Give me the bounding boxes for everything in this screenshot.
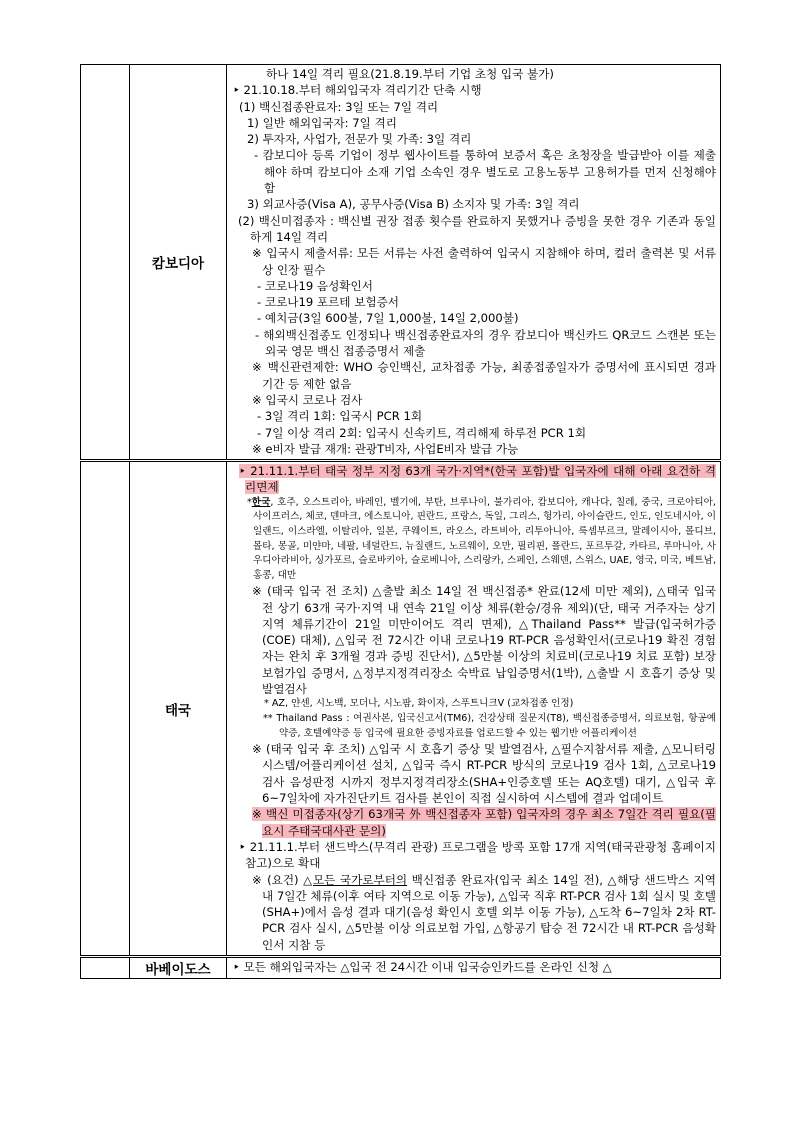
entry-rules-table [80, 64, 721, 979]
underlined-text: 모든 국가로부터의 [312, 872, 408, 887]
bullet-paragraph [233, 463, 716, 496]
text-line: - 코로나19 음성확인서 [257, 278, 373, 293]
korea-emphasis: 한국 [251, 496, 271, 508]
blank-cell [81, 65, 130, 461]
country-cell-barbados [130, 957, 227, 979]
text-line: 3) 외교사증(Visa A), 공무사증(Visa B) 소지자 및 가족: 3일 격리 [247, 197, 580, 212]
row-cambodia [81, 65, 721, 461]
text-paragraph: - 해외백신접종도 인정되나 백신접종완료자의 경우 캄보디아 백신카드 QR코드 스캔본 또는 외국 영문 백신 접종증명서 제출 [255, 327, 716, 359]
content-cell-thailand [227, 461, 721, 957]
note-text: 백신접종 완료자(입국 최소 14일 전), △해당 샌드박스 지역 내 7일간 체류(이후 여타 지역으로 이동 가능), △입국 직후 RT-PCR 검사 1회 실시 및 호텔(SHA+)에서 음성 결과 대기(음성 확인시 호텔 외부 이동 가능), △도착 6~7일차 2차 RT-PCR 검사 실시, △5만불 이상 의료보험 가입, △항공기 탑승 전 72시간 내 RT-PCR 음성확인서 지참 등 [262, 872, 716, 952]
footnote-line: * AZ, 얀센, 시노백, 모더나, 시노팜, 화이자, 스푸트니크V (교차접종 인정) [264, 698, 574, 710]
highlighted-text: ※ 백신 미접종자(상기 63개국 外 백신접종자 포함) 입국자의 경우 최소 7일간 격리 필요(필요시 주태국대사관 문의) [252, 807, 716, 838]
bullet-line: ‣ 21.10.18.부터 해외입국자 격리기간 단축 시행 [233, 83, 482, 98]
content-cell-barbados [227, 957, 721, 979]
note-paragraph [233, 806, 716, 839]
text-line: (1) 백신접종완료자: 3일 또는 7일 격리 [239, 99, 439, 114]
footnote-paragraph: ** Thailand Pass : 여권사본, 입국신고서(TM6), 건강상태 질문지(T8), 백신접종증명서, 의료보험, 항공예약증, 호텔예약증 등 입국에 필요한 증빙자료를 업로드할 수 있는 웹기반 어플리케이션 [263, 712, 716, 739]
text-line: - 3일 격리 1회: 입국시 PCR 1회 [257, 409, 423, 424]
blank-cell [81, 461, 130, 957]
highlighted-text: ‣ 21.11.1.부터 태국 정부 지정 63개 국가·지역*(한국 포함)발 입국자에 대해 아래 요건하 격리면제 [239, 464, 716, 495]
text-paragraph: (2) 백신미접종자 : 백신별 권장 접종 횟수를 완료하지 못했거나 증빙을 못한 경우 기존과 동일하게 14일 격리 [238, 213, 716, 244]
note-text: ※ (요건) △ [252, 872, 313, 887]
country-name: 바베이도스 [145, 962, 211, 978]
note-line: ※ 입국시 코로나 검사 [252, 392, 363, 407]
text-line: - 예치금(3일 600불, 7일 1,000불, 14일 2,000불) [257, 311, 519, 326]
text-line: 1) 일반 해외입국자: 7일 격리 [247, 115, 397, 130]
row-barbados [81, 957, 721, 979]
note-paragraph: ※ (태국 입국 후 조치) △입국 시 호흡기 증상 및 발열검사, △필수지참서류 제출, △모니터링 시스템/어플리케이션 설치, △입국 즉시 RT-PCR 방식의 코로나19 검사 1회, △코로나19 검사 음성판정 시까지 정부지정격리장소(SHA+인증호텔 또는 AQ호텔) 대기, △입국 후 6~7일차에 자가진단키트 검사를 본인이 직접 실시하여 시스템에 결과 업데이트 [252, 742, 716, 806]
country-cell-thailand [130, 461, 227, 957]
note-paragraph [233, 872, 716, 953]
text-line: - 코로나19 포르테 보험증서 [257, 295, 399, 310]
country-list-text: , 호주, 오스트리아, 바레인, 벨기에, 부탄, 브루나이, 불가리아, 캄보디아, 캐나다, 칠레, 중국, 크로아티아, 사이프러스, 체코, 덴마크, 에스토니아, 핀란드, 프랑스, 독일, 그리스, 헝가리, 아이슬란드, 인도, 인도네시아, 이일랜드, 이스라엘, 이탈리아, 일본, 쿠웨이트, 라오스, 라트비아, 리투아니아, 룩셈부르크, 말레이시아, 몰디브, 몰타, 몽골, 미얀마, 네팔, 네덜란드, 뉴질랜드, 노르웨이, 오만, 필리핀, 폴란드, 포르투갈, 카타르, 루마니아, 사우디아라비아, 싱가포르, 슬로바키아, 슬로베니아, 스리랑카, 스페인, 스웨덴, 스위스, UAE, 영국, 미국, 베트남, 홍콩, 대만 [253, 496, 716, 581]
note-paragraph: ※ 입국시 제출서류: 모든 서류는 사전 출력하여 입국시 지참해야 하며, 컬러 출력본 및 서류상 인장 필수 [252, 246, 716, 277]
note-paragraph: ※ 백신관련제한: WHO 승인백신, 교차접종 가능, 최종접종일자가 증명서에 표시되면 경과기간 등 제한 없음 [252, 360, 716, 391]
row-thailand [81, 461, 721, 957]
content-cell-cambodia [227, 65, 721, 461]
note-paragraph: ※ (태국 입국 전 조치) △출발 최소 14일 전 백신접종* 완료(12세 미만 제외), △태국 입국 전 상기 63개 국가·지역 내 연속 21일 이상 체류(환승/경유 제외)(단, 태국 거주자는 상기 지역 체류기간이 21일 미만이어도 격리 면제), △Thailand Pass** 발급(입국허가증(COE) 대체), △입국 전 72시간 이내 코로나19 RT-PCR 음성확인서(코로나19 확진 경험자는 완치 후 3개월 경과 증빙 진단서), △5만불 이상의 치료비(코로나19 치료 포함) 보장 보험가입 증명서, △정부지정격리장소 숙박료 납입증명서(1박), △출발 시 호흡기 증상 및 발열검사 [252, 584, 716, 697]
text-line: 하나 14일 격리 필요(21.8.19.부터 기업 초청 입국 불가) [266, 67, 554, 81]
text-line: 2) 투자자, 사업가, 전문가 및 가족: 3일 격리 [247, 132, 472, 147]
bullet-paragraph: ‣ 21.11.1.부터 샌드박스(무격리 관광) 프로그램을 방콕 포함 17개 지역(태국관광청 홈페이지 참고)으로 확대 [239, 839, 716, 871]
country-list: *한국, 호주, 오스트리아, 바레인, 벨기에, 부탄, 브루나이, 불가리아, 캄보디아, 캐나다, 칠레, 중국, 크로아티아, 사이프러스, 체코, 덴마크, 에스토니아, 핀란드, 프랑스, 독일, 그리스, 헝가리, 아이슬란드, 인도, 인도네시아, 이일랜드, 이스라엘, 이탈리아, 일본, 쿠웨이트, 라오스, 라트비아, 리투아니아, 룩셈부르크, 말레이시아, 몰디브, 몰타, 몽골, 미얀마, 네팔, 네덜란드, 뉴질랜드, 노르웨이, 오만, 필리핀, 폴란드, 포르투갈, 카타르, 루마니아, 사우디아라비아, 싱가포르, 슬로바키아, 슬로베니아, 스리랑카, 스페인, 스웨덴, 스위스, UAE, 영국, 미국, 베트남, 홍콩, 대만 [247, 496, 716, 581]
blank-cell [81, 957, 130, 979]
bullet-line: ‣ 모든 해외입국자는 △입국 전 24시간 이내 입국승인카드를 온라인 신청 △ [233, 960, 612, 974]
country-name: 캄보디아 [151, 256, 205, 273]
country-name: 태국 [164, 702, 192, 719]
note-line: ※ e비자 발급 재개: 관광T비자, 사업E비자 발급 가능 [252, 441, 519, 456]
text-paragraph: - 캄보디아 등록 기업이 정부 웹사이트를 통하여 보증서 혹은 초청장을 발급받아 이를 제출해야 하며 캄보디아 소재 기업 소속인 경우 별도로 고용노동부 고용허가를 먼저 신청해야 함 [254, 148, 716, 196]
country-cell-cambodia [130, 65, 227, 461]
text-line: - 7일 이상 격리 2회: 입국시 신속키트, 격리해제 하루전 PCR 1회 [257, 425, 587, 440]
